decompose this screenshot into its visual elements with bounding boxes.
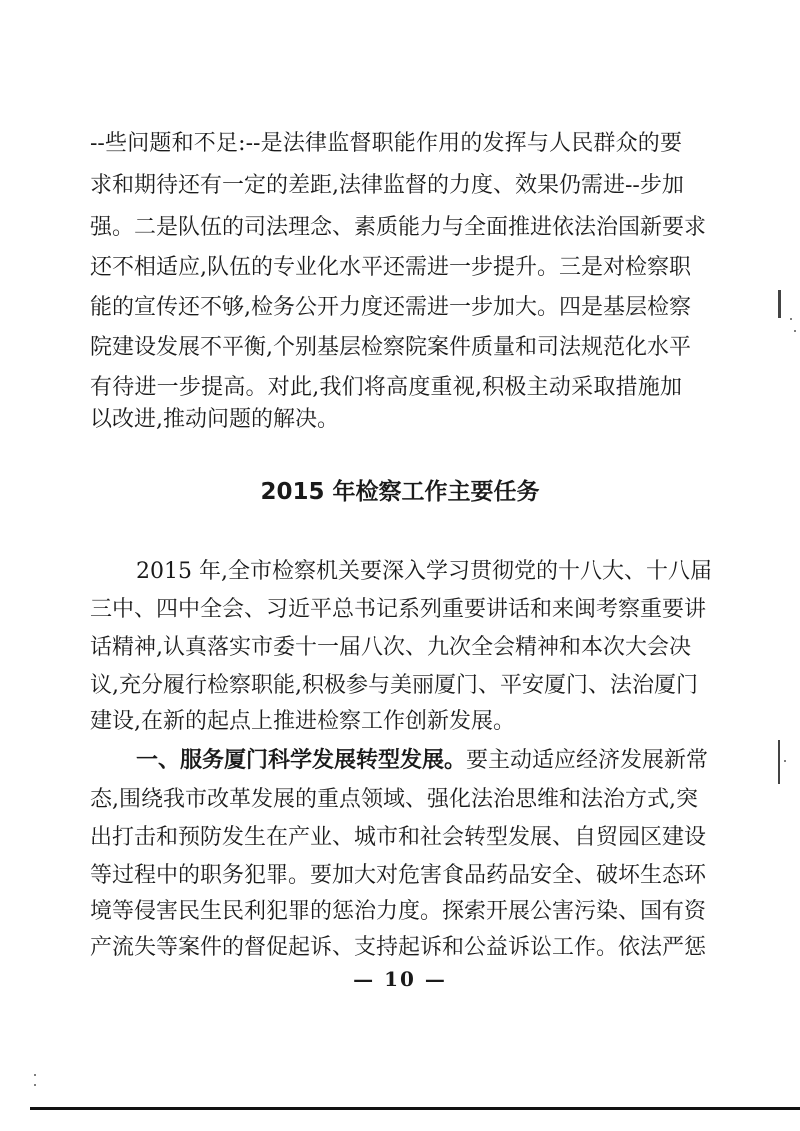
text-line: 强。二是队伍的司法理念、素质能力与全面推进依法治国新要求 <box>90 215 707 240</box>
text-line: 态,围绕我市改革发展的重点领域、强化法治思维和法治方式,突 <box>90 787 698 812</box>
text-line: 建设,在新的起点上推进检察工作创新发展。 <box>90 709 515 734</box>
text-line: 2015 年,全市检察机关要深入学习贯彻党的十八大、十八届 <box>136 559 712 584</box>
scan-edge-mark <box>778 290 781 318</box>
scan-speck <box>34 1084 36 1086</box>
text-line: 三中、四中全会、习近平总书记系列重要讲话和来闽考察重要讲 <box>90 597 707 622</box>
scan-speck <box>34 1074 36 1076</box>
scan-speck <box>794 330 796 332</box>
page-number: — 10 — <box>353 967 447 991</box>
text-line: 出打击和预防发生在产业、城市和社会转型发展、自贸园区建设 <box>90 825 707 850</box>
text-line: 议,充分履行检察职能,积极参与美丽厦门、平安厦门、法治厦门 <box>90 673 698 698</box>
scan-speck <box>784 760 786 762</box>
text-line: 有待进一步提高。对此,我们将高度重视,积极主动采取措施加 <box>90 375 682 400</box>
text-line-first <box>136 741 709 781</box>
text-line: 院建设发展不平衡,个别基层检察院案件质量和司法规范化水平 <box>90 335 691 360</box>
scan-bottom-line <box>30 1107 800 1110</box>
text-line: 话精神,认真落实市委十一届八次、九次全会精神和本次大会决 <box>90 635 691 660</box>
text-line: 以改进,推动问题的解决。 <box>90 407 339 432</box>
text-line: 产流失等案件的督促起诉、支持起诉和公益诉讼工作。依法严惩 <box>90 935 707 960</box>
lead-continuation: 要主动适应经济发展新常 <box>466 748 709 773</box>
text-line: --些问题和不足:--是法律监督职能作用的发挥与人民群众的要 <box>90 131 682 156</box>
text-line: 境等侵害民生民利犯罪的惩治力度。探索开展公害污染、国有资 <box>90 899 707 924</box>
section-lead: 一、服务厦门科学发展转型发展。 <box>136 748 467 773</box>
text-line: 等过程中的职务犯罪。要加大对危害食品药品安全、破坏生态环 <box>90 863 707 888</box>
scan-speck <box>790 318 792 320</box>
text-line: 还不相适应,队伍的专业化水平还需进一步提升。三是对检察职 <box>90 255 691 280</box>
text-line: 求和期待还有一定的差距,法律监督的力度、效果仍需进--步加 <box>90 173 684 198</box>
scan-edge-mark <box>778 740 780 784</box>
text-line: 能的宣传还不够,检务公开力度还需进一步加大。四是基层检察 <box>90 295 691 320</box>
section-heading: 2015 年检察工作主要任务 <box>260 479 540 505</box>
